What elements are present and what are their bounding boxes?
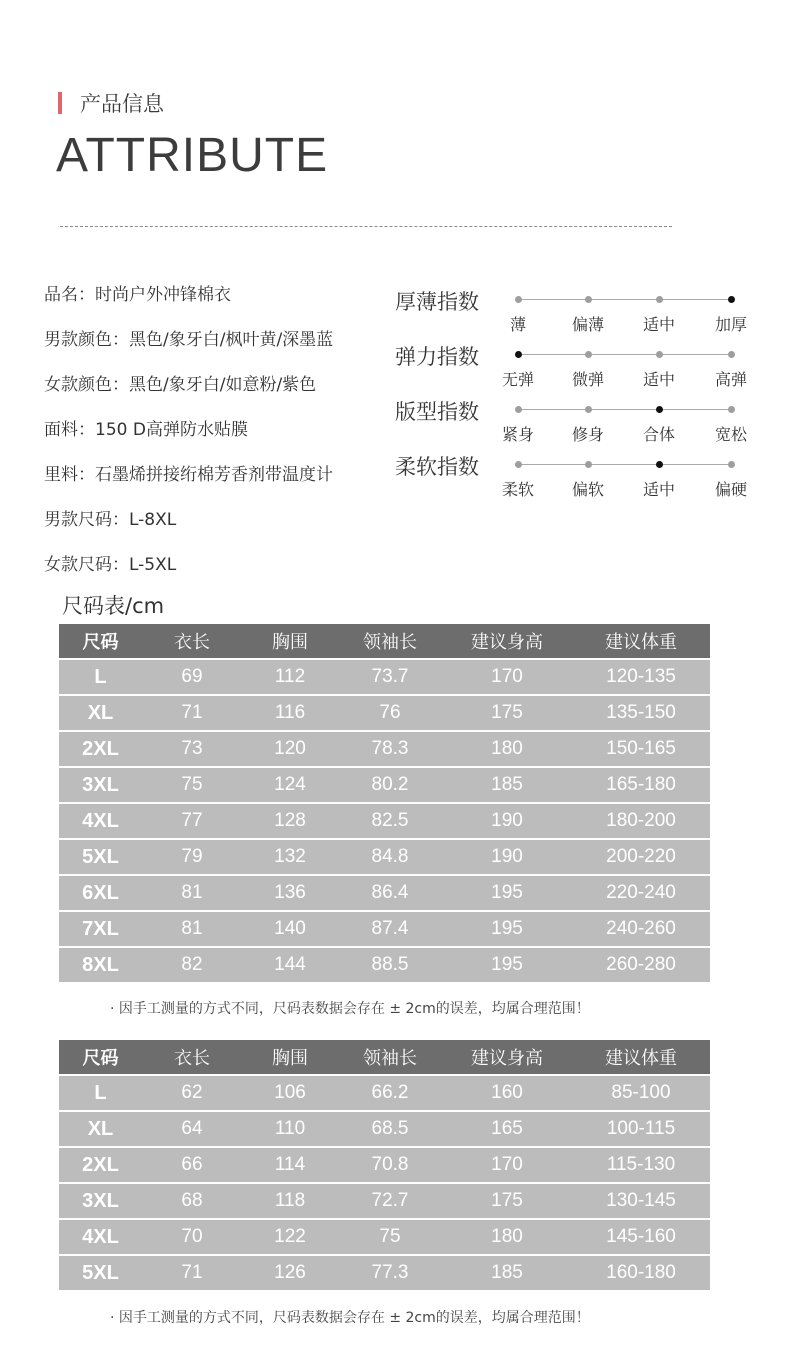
table-cell: 175 — [442, 1183, 572, 1219]
table-row — [59, 1075, 710, 1111]
table-cell: 120-135 — [572, 659, 710, 695]
table-cell: 115-130 — [572, 1147, 710, 1183]
table-row — [59, 695, 710, 731]
index-label: 柔软 — [501, 480, 535, 499]
product-info — [44, 280, 404, 595]
table-cell: 170 — [442, 659, 572, 695]
info-name: 品名：时尚户外冲锋棉衣 — [44, 285, 231, 305]
info-women-sizes: 女款尺码：L-5XL — [44, 555, 177, 575]
index-dot — [585, 351, 592, 358]
measurement-note: · 因手工测量的方式不同，尺码表数据会存在 ± 2cm的误差，均属合理范围！ — [110, 1310, 590, 1326]
table-cell: 165 — [442, 1111, 572, 1147]
table-row — [59, 1255, 710, 1291]
table-header-row — [59, 1040, 710, 1075]
measurement-note: · 因手工测量的方式不同，尺码表数据会存在 ± 2cm的误差，均属合理范围！ — [110, 1001, 590, 1017]
index-label: 微弹 — [571, 370, 605, 389]
size-chart-title: 尺码表/cm — [62, 594, 165, 618]
men-size-table — [59, 624, 710, 984]
column-header: 尺码 — [59, 1040, 142, 1075]
table-row — [59, 1147, 710, 1183]
table-cell: 135-150 — [572, 695, 710, 731]
table-cell: 260-280 — [572, 947, 710, 983]
dashed-divider — [60, 226, 672, 227]
info-lining: 里料：石墨烯拼接绗棉芳香剂带温度计 — [44, 465, 333, 485]
index-track — [518, 299, 731, 300]
index-label: 适中 — [642, 480, 676, 499]
table-cell: 77 — [142, 803, 242, 839]
column-header: 建议体重 — [572, 1040, 710, 1075]
table-cell: 68 — [142, 1183, 242, 1219]
table-cell: 120 — [242, 731, 338, 767]
table-row — [59, 947, 710, 983]
table-row — [59, 659, 710, 695]
index-label: 偏薄 — [571, 315, 605, 334]
index-name: 弹力指数 — [395, 345, 479, 369]
table-cell: 3XL — [59, 1183, 142, 1219]
table-row — [59, 911, 710, 947]
table-cell: 81 — [142, 911, 242, 947]
column-header: 衣长 — [142, 1040, 242, 1075]
table-cell: 82 — [142, 947, 242, 983]
table-cell: 160-180 — [572, 1255, 710, 1291]
table-cell: 6XL — [59, 875, 142, 911]
index-label: 修身 — [571, 425, 605, 444]
table-cell: 69 — [142, 659, 242, 695]
table-cell: 106 — [242, 1075, 338, 1111]
index-dot — [728, 461, 735, 468]
table-cell: 114 — [242, 1147, 338, 1183]
table-cell: 72.7 — [338, 1183, 442, 1219]
table-cell: 86.4 — [338, 875, 442, 911]
column-header: 建议身高 — [442, 624, 572, 659]
table-cell: 78.3 — [338, 731, 442, 767]
table-row — [59, 1219, 710, 1255]
index-label: 偏软 — [571, 480, 605, 499]
table-cell: 180 — [442, 1219, 572, 1255]
table-cell: 81 — [142, 875, 242, 911]
table-cell: 84.8 — [338, 839, 442, 875]
table-cell: 5XL — [59, 1255, 142, 1291]
table-cell: 2XL — [59, 1147, 142, 1183]
table-cell: 116 — [242, 695, 338, 731]
table-cell: L — [59, 659, 142, 695]
table-cell: L — [59, 1075, 142, 1111]
index-label: 紧身 — [501, 425, 535, 444]
table-cell: 75 — [142, 767, 242, 803]
table-cell: 66.2 — [338, 1075, 442, 1111]
index-track — [518, 464, 731, 465]
index-dot — [515, 351, 522, 358]
table-cell: 144 — [242, 947, 338, 983]
table-cell: 124 — [242, 767, 338, 803]
info-men-sizes: 男款尺码：L-8XL — [44, 510, 177, 530]
index-dot — [656, 351, 663, 358]
table-cell: 112 — [242, 659, 338, 695]
index-dot — [515, 296, 522, 303]
index-label: 薄 — [509, 315, 527, 334]
women-size-table — [59, 1040, 710, 1292]
table-cell: 220-240 — [572, 875, 710, 911]
column-header: 胸围 — [242, 624, 338, 659]
index-dot — [515, 461, 522, 468]
table-cell: 71 — [142, 1255, 242, 1291]
table-cell: 200-220 — [572, 839, 710, 875]
table-cell: 195 — [442, 947, 572, 983]
table-cell: 68.5 — [338, 1111, 442, 1147]
table-cell: 150-165 — [572, 731, 710, 767]
table-cell: 70.8 — [338, 1147, 442, 1183]
table-cell: 73.7 — [338, 659, 442, 695]
column-header: 胸围 — [242, 1040, 338, 1075]
table-cell: 8XL — [59, 947, 142, 983]
table-cell: 88.5 — [338, 947, 442, 983]
table-cell: 2XL — [59, 731, 142, 767]
index-label: 高弹 — [714, 370, 748, 389]
table-cell: 4XL — [59, 1219, 142, 1255]
table-cell: 185 — [442, 1255, 572, 1291]
table-cell: 175 — [442, 695, 572, 731]
table-cell: 75 — [338, 1219, 442, 1255]
info-women-colors: 女款颜色：黑色/象牙白/如意粉/紫色 — [44, 375, 317, 395]
section-title: 产品信息 — [80, 92, 164, 116]
column-header: 领袖长 — [338, 1040, 442, 1075]
index-dot — [585, 461, 592, 468]
table-cell: 180-200 — [572, 803, 710, 839]
table-cell: 122 — [242, 1219, 338, 1255]
table-cell: 126 — [242, 1255, 338, 1291]
table-cell: 71 — [142, 695, 242, 731]
table-cell: 66 — [142, 1147, 242, 1183]
column-header: 建议体重 — [572, 624, 710, 659]
table-cell: 128 — [242, 803, 338, 839]
index-label: 加厚 — [714, 315, 748, 334]
table-cell: 80.2 — [338, 767, 442, 803]
table-cell: 77.3 — [338, 1255, 442, 1291]
table-cell: 73 — [142, 731, 242, 767]
table-cell: 62 — [142, 1075, 242, 1111]
table-cell: 100-115 — [572, 1111, 710, 1147]
table-cell: 76 — [338, 695, 442, 731]
index-label: 适中 — [642, 370, 676, 389]
index-dot — [585, 296, 592, 303]
index-name: 版型指数 — [395, 400, 479, 424]
table-cell: 170 — [442, 1147, 572, 1183]
index-label: 无弹 — [501, 370, 535, 389]
table-cell: 70 — [142, 1219, 242, 1255]
index-name: 柔软指数 — [395, 455, 479, 479]
table-cell: 87.4 — [338, 911, 442, 947]
index-track — [518, 354, 731, 355]
table-cell: 82.5 — [338, 803, 442, 839]
index-dot — [728, 351, 735, 358]
index-label: 偏硬 — [714, 480, 748, 499]
column-header: 尺码 — [59, 624, 142, 659]
table-cell: 190 — [442, 839, 572, 875]
table-cell: 165-180 — [572, 767, 710, 803]
info-men-colors: 男款颜色：黑色/象牙白/枫叶黄/深墨蓝 — [44, 330, 334, 350]
table-cell: 190 — [442, 803, 572, 839]
table-cell: XL — [59, 695, 142, 731]
index-label: 宽松 — [714, 425, 748, 444]
table-row — [59, 803, 710, 839]
index-dot — [656, 296, 663, 303]
table-cell: 195 — [442, 875, 572, 911]
table-cell: 180 — [442, 731, 572, 767]
table-cell: 136 — [242, 875, 338, 911]
table-cell: 160 — [442, 1075, 572, 1111]
index-dot — [656, 406, 663, 413]
index-label: 适中 — [642, 315, 676, 334]
table-row — [59, 1183, 710, 1219]
index-dot — [656, 461, 663, 468]
column-header: 建议身高 — [442, 1040, 572, 1075]
table-row — [59, 767, 710, 803]
table-row — [59, 731, 710, 767]
index-label: 合体 — [642, 425, 676, 444]
table-cell: 240-260 — [572, 911, 710, 947]
column-header: 领袖长 — [338, 624, 442, 659]
table-cell: 3XL — [59, 767, 142, 803]
table-cell: 85-100 — [572, 1075, 710, 1111]
index-dot — [728, 296, 735, 303]
accent-bar — [58, 92, 62, 114]
index-dot — [728, 406, 735, 413]
index-dot — [515, 406, 522, 413]
table-cell: 195 — [442, 911, 572, 947]
table-cell: 79 — [142, 839, 242, 875]
table-cell: XL — [59, 1111, 142, 1147]
index-dot — [585, 406, 592, 413]
table-cell: 185 — [442, 767, 572, 803]
table-cell: 110 — [242, 1111, 338, 1147]
index-name: 厚薄指数 — [395, 290, 479, 314]
table-row — [59, 875, 710, 911]
info-fabric: 面料：150 D高弹防水贴膜 — [44, 420, 248, 440]
table-cell: 4XL — [59, 803, 142, 839]
table-cell: 145-160 — [572, 1219, 710, 1255]
table-row — [59, 839, 710, 875]
table-cell: 130-145 — [572, 1183, 710, 1219]
table-cell: 132 — [242, 839, 338, 875]
column-header: 衣长 — [142, 624, 242, 659]
table-cell: 7XL — [59, 911, 142, 947]
table-row — [59, 1111, 710, 1147]
index-track — [518, 409, 731, 410]
table-cell: 140 — [242, 911, 338, 947]
table-cell: 64 — [142, 1111, 242, 1147]
table-header-row — [59, 624, 710, 659]
table-cell: 118 — [242, 1183, 338, 1219]
attribute-heading: ATTRIBUTE — [56, 129, 329, 182]
table-cell: 5XL — [59, 839, 142, 875]
